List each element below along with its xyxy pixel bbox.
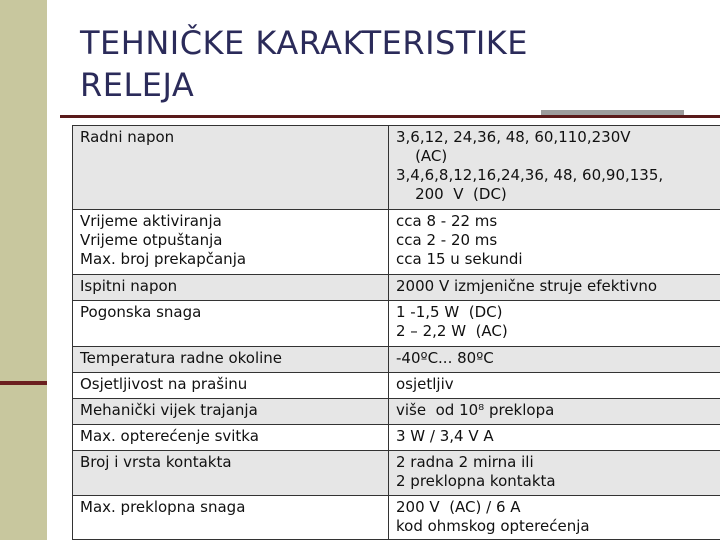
specifications-table: [72, 125, 720, 540]
side-accent-tick: [0, 381, 47, 385]
row-value: 1 -1,5 W (DC) 2 – 2,2 W (AC): [389, 301, 720, 347]
side-accent-band: [0, 0, 47, 540]
row-value: 2 radna 2 mirna ili 2 preklopna kontakta: [389, 451, 720, 496]
row-value: 200 V (AC) / 6 A kod ohmskog opterećenja: [389, 496, 720, 540]
table-row: [73, 451, 720, 496]
slide-title: [80, 22, 700, 106]
row-value: cca 8 - 22 ms cca 2 - 20 ms cca 15 u sekundi: [389, 210, 720, 275]
row-label: Ispitni napon: [73, 275, 389, 301]
row-label: Temperatura radne okoline: [73, 347, 389, 373]
row-label: Mehanički vijek trajanja: [73, 399, 389, 425]
row-label: Osjetljivost na prašinu: [73, 373, 389, 399]
title-line-2: RELEJA: [80, 66, 195, 104]
table-row: [73, 373, 720, 399]
title-line-1: TEHNIČKE KARAKTERISTIKE: [80, 24, 528, 62]
row-value: -40ºC... 80ºC: [389, 347, 720, 373]
row-value: 2000 V izmjenične struje efektivno: [389, 275, 720, 301]
row-value: 3 W / 3,4 V A: [389, 425, 720, 451]
row-label: Broj i vrsta kontakta: [73, 451, 389, 496]
table-row: [73, 126, 720, 210]
row-label: Pogonska snaga: [73, 301, 389, 347]
row-label: Max. opterećenje svitka: [73, 425, 389, 451]
title-divider: [60, 115, 720, 118]
table-row: [73, 210, 720, 275]
row-label: Radni napon: [73, 126, 389, 210]
table-row: [73, 275, 720, 301]
table-row: [73, 425, 720, 451]
row-value: više od 10⁸ preklopa: [389, 399, 720, 425]
row-label: Vrijeme aktiviranja Vrijeme otpuštanja Max. broj prekapčanja: [73, 210, 389, 275]
row-label: Max. preklopna snaga: [73, 496, 389, 540]
row-value: 3,6,12, 24,36, 48, 60,110,230V (AC) 3,4,6,8,12,16,24,36, 48, 60,90,135, 200 V (DC): [389, 126, 720, 210]
row-value: osjetljiv: [389, 373, 720, 399]
table-row: [73, 347, 720, 373]
table-row: [73, 301, 720, 347]
table-row: [73, 399, 720, 425]
table-row: [73, 496, 720, 540]
